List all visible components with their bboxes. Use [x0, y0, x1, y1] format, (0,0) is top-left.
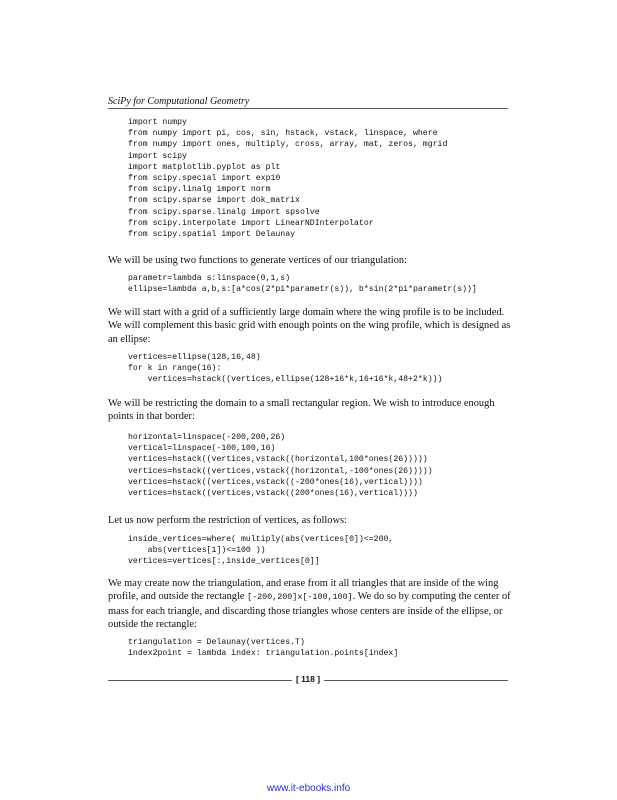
code-block-inside-vertices: [128, 534, 393, 568]
inline-code-rectangle: [-200,200]x[-100,100]: [247, 592, 353, 603]
code-line: parametr=lambda s:linspace(0,1,s): [128, 274, 291, 283]
code-line: import numpy: [128, 118, 187, 127]
code-line: from scipy.sparse.linalg import spsolve: [128, 207, 320, 217]
paragraph-triangulation: [108, 577, 512, 632]
code-line: vertices=hstack((vertices,ellipse(128+16*k,16+16*k,48+2*k))): [128, 375, 443, 385]
code-line: vertices=hstack((vertices,vstack((200*ones(16),vertical)))): [128, 489, 418, 499]
code-line: vertices=hstack((vertices,vstack((horizontal,-100*ones(26))))): [128, 466, 433, 476]
code-line: index2point = lambda index: triangulation.points[index]: [128, 649, 399, 659]
paragraph-triangulation-part2: . We do so by computing the center of mass for each triangle, and discarding those triangles whose centers are inside of the ellipse, or outside the rectangle:: [108, 591, 511, 631]
code-block-vertices-loop: [128, 352, 442, 386]
paragraph-restrict-domain: We will be restricting the domain to a small rectangular region. We wish to introduce enough points in that border:: [108, 398, 495, 423]
code-line: vertices=ellipse(128,16,48): [128, 353, 261, 362]
code-line: ellipse=lambda a,b,s:[a*cos(2*pi*parametr(s)), b*sin(2*pi*parametr(s))]: [128, 285, 477, 295]
code-line: from scipy.sparse import dok_matrix: [128, 196, 300, 206]
paragraph-grid-domain: We will start with a grid of a sufficiently large domain where the wing profile is to be included. We will complement this basic grid with enough points on the wing profile, which is designed as an ellipse:: [108, 307, 511, 345]
code-line: for k in range(16):: [128, 364, 222, 374]
code-line: from scipy.spatial import Delaunay: [128, 230, 296, 240]
header-rule: [108, 108, 508, 109]
site-link[interactable]: www.it-ebooks.info: [266, 783, 351, 794]
paragraph-two-functions: We will be using two functions to generate vertices of our triangulation:: [108, 255, 407, 266]
code-line: import scipy: [128, 151, 187, 161]
running-header: SciPy for Computational Geometry: [108, 96, 250, 107]
paragraph-triangulation-part1: We may create now the triangulation, and erase from it all triangles that are inside of the wing profile, and outside the rectangle: [108, 578, 499, 603]
code-line: vertices=vertices[:,inside_vertices[0]]: [128, 557, 320, 567]
code-block-parametr-ellipse: [128, 273, 477, 295]
code-line: vertical=linspace(-100,100,16): [128, 444, 276, 454]
code-line: from numpy import pi, cos, sin, hstack, vstack, linspace, where: [128, 129, 438, 139]
code-line: from scipy.special import exp10: [128, 174, 281, 184]
code-line: vertices=hstack((vertices,vstack((-200*ones(16),vertical)))): [128, 477, 423, 487]
page-number: [ 118 ]: [295, 674, 321, 684]
code-block-border-points: [128, 432, 433, 499]
code-line: triangulation = Delaunay(vertices.T): [128, 638, 305, 647]
footer-rule-right: [324, 680, 508, 681]
footer-rule-left: [108, 680, 292, 681]
code-line: from scipy.linalg import norm: [128, 185, 271, 195]
code-line: from numpy import ones, multiply, cross, array, mat, zeros, mgrid: [128, 140, 448, 150]
code-line: horizontal=linspace(-200,200,26): [128, 433, 286, 442]
code-line: import matplotlib.pyplot as plt: [128, 162, 281, 172]
code-line: abs(vertices[1])<=100 )): [128, 546, 266, 556]
code-line: inside_vertices=where( multiply(abs(vertices[0])<=200,: [128, 535, 394, 544]
code-line: from scipy.interpolate import LinearNDInterpolator: [128, 218, 374, 228]
paragraph-restriction: Let us now perform the restriction of vertices, as follows:: [108, 515, 347, 526]
code-line: vertices=hstack((vertices,vstack((horizontal,100*ones(26))))): [128, 455, 428, 465]
code-block-imports: [128, 117, 447, 240]
code-block-delaunay: [128, 637, 398, 659]
